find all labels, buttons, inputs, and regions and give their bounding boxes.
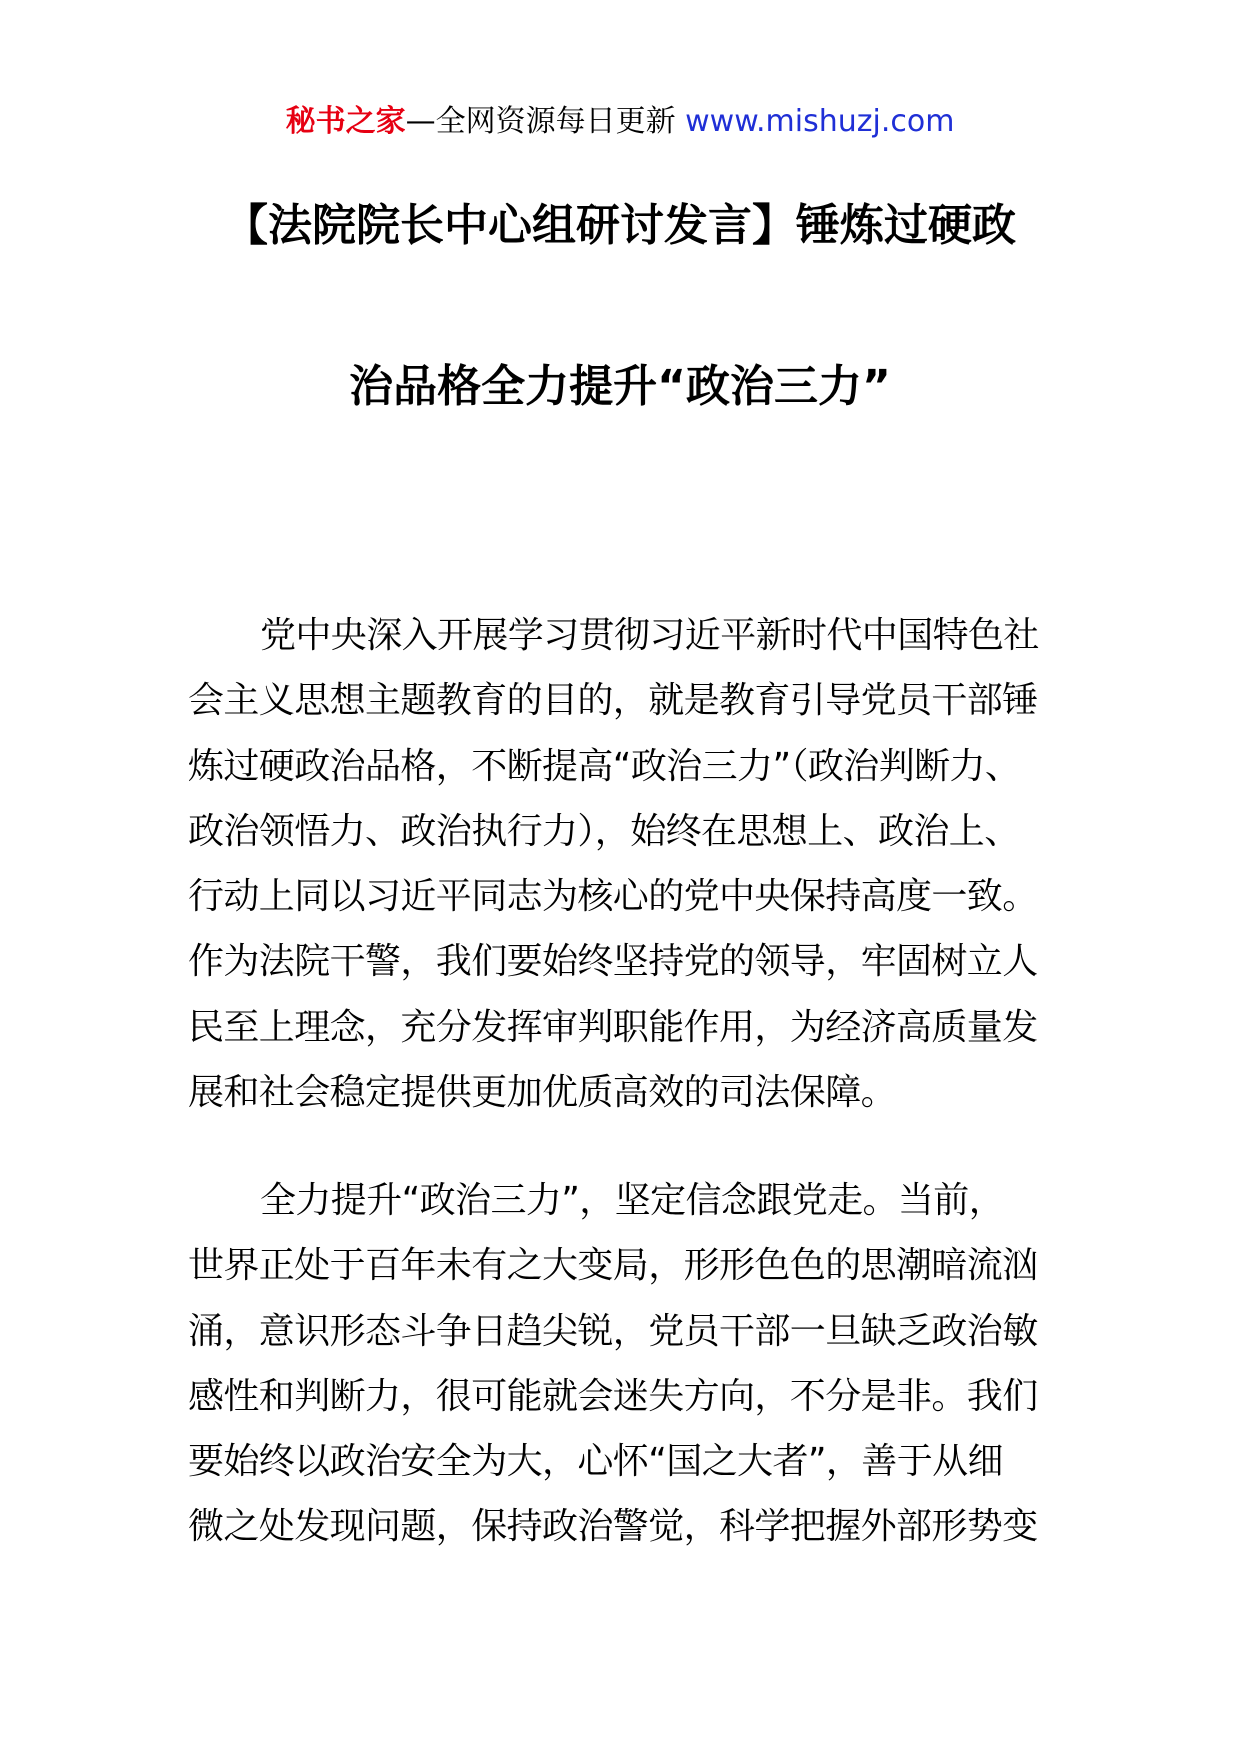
site-header [0, 102, 1240, 142]
paragraph-line: 党中央深入开展学习贯彻习近平新时代中国特色社 [260, 615, 1039, 656]
body-paragraph-2 [188, 1168, 1068, 1560]
paragraph-line: 行动上同以习近平同志为核心的党中央保持高度一致。 [188, 876, 1038, 918]
site-brand: 秘书之家 [285, 104, 406, 139]
body-paragraph-1 [188, 603, 1068, 1125]
paragraph-line: 炼过硬政治品格，不断提高“政治三力”（政治判断力、 [188, 745, 1021, 787]
paragraph-line: 要始终以政治安全为大，心怀“国之大者”，善于从细 [188, 1441, 1003, 1483]
paragraph-line: 作为法院干警，我们要始终坚持党的领导，牢固树立人 [188, 941, 1038, 983]
paragraph-line: 展和社会稳定提供更加优质高效的司法保障。 [188, 1072, 897, 1114]
paragraph-line: 全力提升“政治三力”，坚定信念跟党走。当前， [260, 1180, 1005, 1221]
paragraph-line: 政治领悟力、政治执行力），始终在思想上、政治上、 [188, 810, 1020, 852]
paragraph-line: 涌，意识形态斗争日趋尖锐，党员干部一旦缺乏政治敏 [188, 1310, 1038, 1352]
paragraph-line: 感性和判断力，很可能就会迷失方向，不分是非。我们 [188, 1375, 1038, 1417]
paragraph-line: 会主义思想主题教育的目的，就是教育引导党员干部锤 [188, 680, 1038, 722]
document-title-line-2: 治品格全力提升“政治三力” [349, 361, 891, 412]
site-tagline: —全网资源每日更新 [405, 104, 676, 139]
site-url-link[interactable]: www.mishuzj.com [685, 104, 955, 139]
paragraph-line: 世界正处于百年未有之大变局，形形色色的思潮暗流汹 [188, 1245, 1038, 1287]
document-title-line-1: 【法院院长中心组研讨发言】锤炼过硬政 [224, 200, 1016, 251]
paragraph-line: 民至上理念，充分发挥审判职能作用，为经济高质量发 [188, 1006, 1038, 1048]
paragraph-line: 微之处发现问题，保持政治警觉，科学把握外部形势变 [188, 1506, 1038, 1548]
